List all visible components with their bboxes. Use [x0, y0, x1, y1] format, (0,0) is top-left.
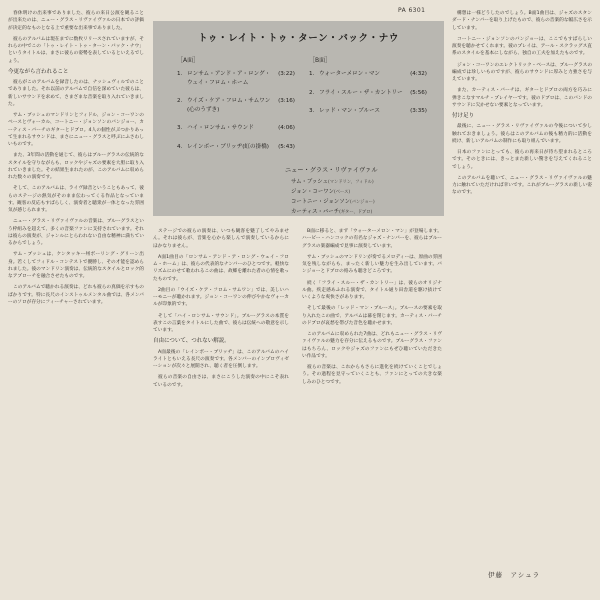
track-title: ハイ・ロンサム・サウンド: [187, 125, 254, 132]
body-paragraph: そして、このアルバムは、ライヴ録音ということもあって、彼らのステージの熱気がそのまま伝わってくる作品となっています。観客の反応もすばらしく、演奏者と聴衆が一体となった雰囲気が感じられます。: [8, 186, 144, 213]
track-number: 1.: [309, 71, 315, 77]
track-duration: (3:22): [278, 71, 295, 77]
track-number: 2.: [309, 89, 315, 96]
credit-member: [285, 208, 378, 218]
member-instrument: (バンジョー): [349, 199, 375, 205]
track-number: 4.: [177, 143, 183, 150]
body-paragraph: B面に移ると、まず「ウォーターメロン・マン」が登場します。ハービー・ハンコックの有名なジャズ・ナンバーを、彼らはブルーグラスの楽器編成で見事に演奏しています。: [302, 229, 442, 249]
track-number: 3.: [177, 125, 183, 132]
side-b-label: ［B面］: [309, 57, 332, 64]
track-duration: (3:16): [278, 98, 295, 105]
body-paragraph: このアルバムに収められた7曲は、どれもニュー・グラス・リヴァイヴァルの魅力を存分に伝えるものです。ブルーグラス・ファンはもちろん、ロックやジャズのファンにもぜひ聴いていただきたい作品です。: [302, 332, 442, 359]
track-duration: (3:35): [410, 108, 427, 115]
track-b2: [309, 89, 427, 98]
body-paragraph: ステージでの彼らの演奏は、いつも観客を魅了してやみません。それは彼らが、音楽を心から楽しんで演奏しているからにほかなりません。: [153, 229, 289, 249]
member-instrument: (ギター、ドブロ): [339, 209, 373, 215]
body-paragraph: A面1曲目の「ロンサム・アンド・ア・ロング・ウェイ・フロム・ホーム」は、彼らの代表的なナンバーのひとつです。軽快なリズムにのせて歌われるこの曲は、故郷を離れた者の心情を歌ったものです。: [153, 254, 289, 282]
side-b-tracklist: [309, 70, 427, 126]
member-instrument: (マンドリン、フィドル): [327, 179, 374, 185]
body-paragraph: 構想は一様どうしたのでしょう。B面1曲目は、ジャズのスタンダード・ナンバーを取り上げたもので、彼らの音楽的な幅広さを示しています。: [452, 11, 592, 31]
track-duration: (4:32): [410, 71, 427, 77]
member-name: コートニー・ジョンソン: [291, 198, 350, 205]
track-duration: (5:43): [278, 143, 295, 150]
body-paragraph: 彼らのアルバムは現在までに数枚リリースされていますが、それらの中でこの「トゥ・レイト・トゥ・ターン・バック・ナウ」というタイトルは、まさに彼らの姿勢を表しているといえるでしょう。: [8, 36, 144, 64]
body-paragraph: 最後に、ニュー・グラス・リヴァイヴァルの今後について少し触れておきましょう。彼らはこのアルバムの後も精力的に活動を続け、新しいアルバムの制作にも取り組んでいます。: [452, 124, 592, 144]
member-name: カーティス・バーチ: [291, 208, 340, 215]
section-heading: 付け足り: [452, 113, 475, 119]
catalog-number: PA 6301: [398, 7, 426, 14]
side-a-tracklist: [177, 70, 295, 162]
body-paragraph: コートニー・ジョンソンのバンジョーは、ここでもすばらしい演奏を聴かせてくれます。彼のプレイは、アール・スクラッグス直系のスタイルを基本にしながら、独自の工夫を加えたものです。: [452, 36, 592, 57]
liner-notes-column-4: [452, 10, 592, 560]
body-paragraph: 春休明けの出来事でありました、彼らの来日公演を観ることが出来たのは、ニュー・グラス・リヴァイヴァルの日本での評価が決定的なものとなる上で重要な出来事でありました。: [8, 11, 144, 31]
body-paragraph: そして「ハイ・ロンサム・サウンド」。ブルーグラスの本質を表すこの言葉をタイトルにした曲で、彼らは伝統への敬意を示しています。: [153, 313, 289, 333]
body-paragraph: 続く「フライ・スルー・ザ・カントリー」は、彼らのオリジナル曲。疾走感あふれる演奏で、タイトル通り田舎道を駆け抜けていくような爽快さがあります。: [302, 280, 442, 300]
band-name: ニュー・グラス・リヴァイヴァル: [285, 167, 378, 174]
body-paragraph: また、3年間の活動を通じて、彼らはブルーグラスの伝統的なスタイルを守りながらも、ロックやジャズの要素を大胆に取り入れていきました。その結果生まれたのが、このアルバムに収められた数々の演奏です。: [8, 153, 144, 180]
body-paragraph: このアルバムで聴かれる演奏は、どれも彼らの真価を示すものばかりです。特に長尺のインストゥルメンタル曲では、各メンバーのソロが存分にフィーチャーされています。: [8, 285, 144, 305]
credit-member: [285, 178, 378, 188]
track-duration: (5:56): [410, 89, 427, 96]
body-paragraph: ジョン・コーワンのエレクトリック・ベースは、ブルーグラスの編成では珍しいものですが、彼らのサウンドに厚みと力強さを与えています。: [452, 62, 592, 82]
body-paragraph: 彼らの音楽の自由さは、まさにこうした演奏の中にこそ表れているのです。: [153, 375, 289, 388]
track-a2: [177, 97, 295, 114]
body-paragraph: そして最後の「レッド・マン・ブルース」。ブルースの要素を取り入れたこの曲で、アルバムは幕を閉じます。カーティス・バーチのドブロが哀愁を帯びた音色を聴かせます。: [302, 306, 442, 326]
track-a3: [177, 124, 295, 133]
album-title: トゥ・レイト・トゥ・ターン・バック・ナウ: [198, 33, 399, 44]
body-paragraph: 日本のファンにとっても、彼らの再来日が待ち望まれるところです。そのときには、きっとまた新しい驚きを与えてくれることでしょう。: [452, 150, 592, 170]
track-a4: [177, 143, 295, 152]
member-instrument: (ベース): [334, 189, 351, 195]
member-name: サム・ブッシュ: [291, 178, 328, 185]
liner-notes-column-2: [153, 228, 289, 580]
credit-member: [285, 188, 378, 198]
track-title-line2: ウェイ・フロム・ホーム: [187, 79, 249, 86]
track-title: ロンサム・アンド・ア・ロング・: [187, 71, 271, 77]
track-number: 1.: [177, 71, 183, 77]
author-signature: 伊藤 アシュラ: [488, 571, 541, 579]
body-paragraph: また、カーティス・バーチは、ギターとドブロの両方を巧みに弾きこなすマルチ・プレイヤーです。彼のドブロは、このバンドのサウンドに欠かせない要素となっています。: [452, 88, 592, 108]
track-title-line2: (心のうずき): [187, 106, 220, 113]
tracklist-panel: [153, 21, 444, 216]
body-paragraph: 彼らの音楽は、これからもさらに進化を続けていくことでしょう。その過程を見守っていくことも、ファンにとっての大きな楽しみのひとつです。: [302, 365, 442, 385]
track-a1: [177, 70, 295, 87]
body-paragraph: サム・ブッシュのマンドリンとフィドル、ジョン・コーワンのベースとヴォーカル、コートニー・ジョンソンのバンジョー、カーティス・バーチのギターとドブロ。4人の個性がぶつかりあって生まれるサウンドは、まさにニュー・グラスと呼ぶにふさわしいものです。: [8, 113, 144, 147]
body-paragraph: 2曲目の「ウイズ・ケア・フロム・サムワン」では、美しいハーモニーが聴かれます。ジョン・コーワンの伸びやかなヴォーカルが印象的です。: [153, 287, 289, 308]
track-number: 3.: [309, 108, 315, 115]
track-b1: [309, 70, 427, 79]
track-title: フライ・スルー・ザ・カントリー: [319, 89, 403, 96]
credit-member: [285, 198, 378, 208]
body-paragraph: サム・ブッシュは、ケンタッキー州ボーリング・グリーン出身。若くしてフィドル・コンテストで優勝し、その才能を認められました。彼のマンドリン演奏は、伝統的なスタイルとロック的なアプローチを融合させたものです。: [8, 252, 144, 279]
track-number: 2.: [177, 98, 183, 105]
side-a-label: ［A面］: [177, 57, 200, 64]
body-paragraph: サム・ブッシュのマンドリンが奏でるメロディーは、原曲の雰囲気を残しながらも、まったく新しい魅力を生み出しています。バンジョーとドブロの絡みも聴きどころです。: [302, 254, 442, 275]
body-paragraph: ニュー・グラス・リヴァイヴァルの音楽は、ブルーグラスという枠組みを超えて、多くの音楽ファンに支持されています。それは彼らの演奏が、ジャンルにとらわれない自由な精神に満ちているからでしょう。: [8, 219, 144, 246]
liner-notes-column-3: [302, 228, 442, 580]
track-title: レッド・マン・ブルース: [319, 108, 380, 115]
body-paragraph: このアルバムを聴いて、ニュー・グラス・リヴァイヴァルの魅力に触れていただければ幸いです。これがブルーグラスの新しい姿なのです。: [452, 175, 592, 196]
track-title: ウイズ・ケア・フロム・サムワン: [187, 98, 271, 105]
track-duration: (4:06): [278, 125, 295, 132]
band-credits: [285, 167, 378, 218]
section-heading: 自由について、つれない解説。: [153, 338, 230, 345]
body-paragraph: 彼らがこのアルバムを録音したのは、ナッシュヴィルでのことでありました。それ以前のアルバムで自信を深めていた彼らは、新しいサウンドを求めて、さまざまな音楽を取り入れていきました。: [8, 80, 144, 107]
track-title: ウォーターメロン・マン: [319, 71, 381, 77]
member-name: ジョン・コーワン: [291, 188, 335, 195]
track-b3: [309, 107, 427, 116]
liner-notes-column-1: [8, 10, 144, 585]
section-heading: 今更ながら言われること: [8, 68, 69, 75]
body-paragraph: A面最後の「レインボー・ブリッヂ」は、このアルバムのハイライトともいえる長尺の演奏です。各メンバーのインプロヴィゼーションが次々と展開され、聴く者を圧倒します。: [153, 349, 289, 369]
track-title: レインボー・ブリッヂ(虹の掛橋): [187, 143, 269, 150]
